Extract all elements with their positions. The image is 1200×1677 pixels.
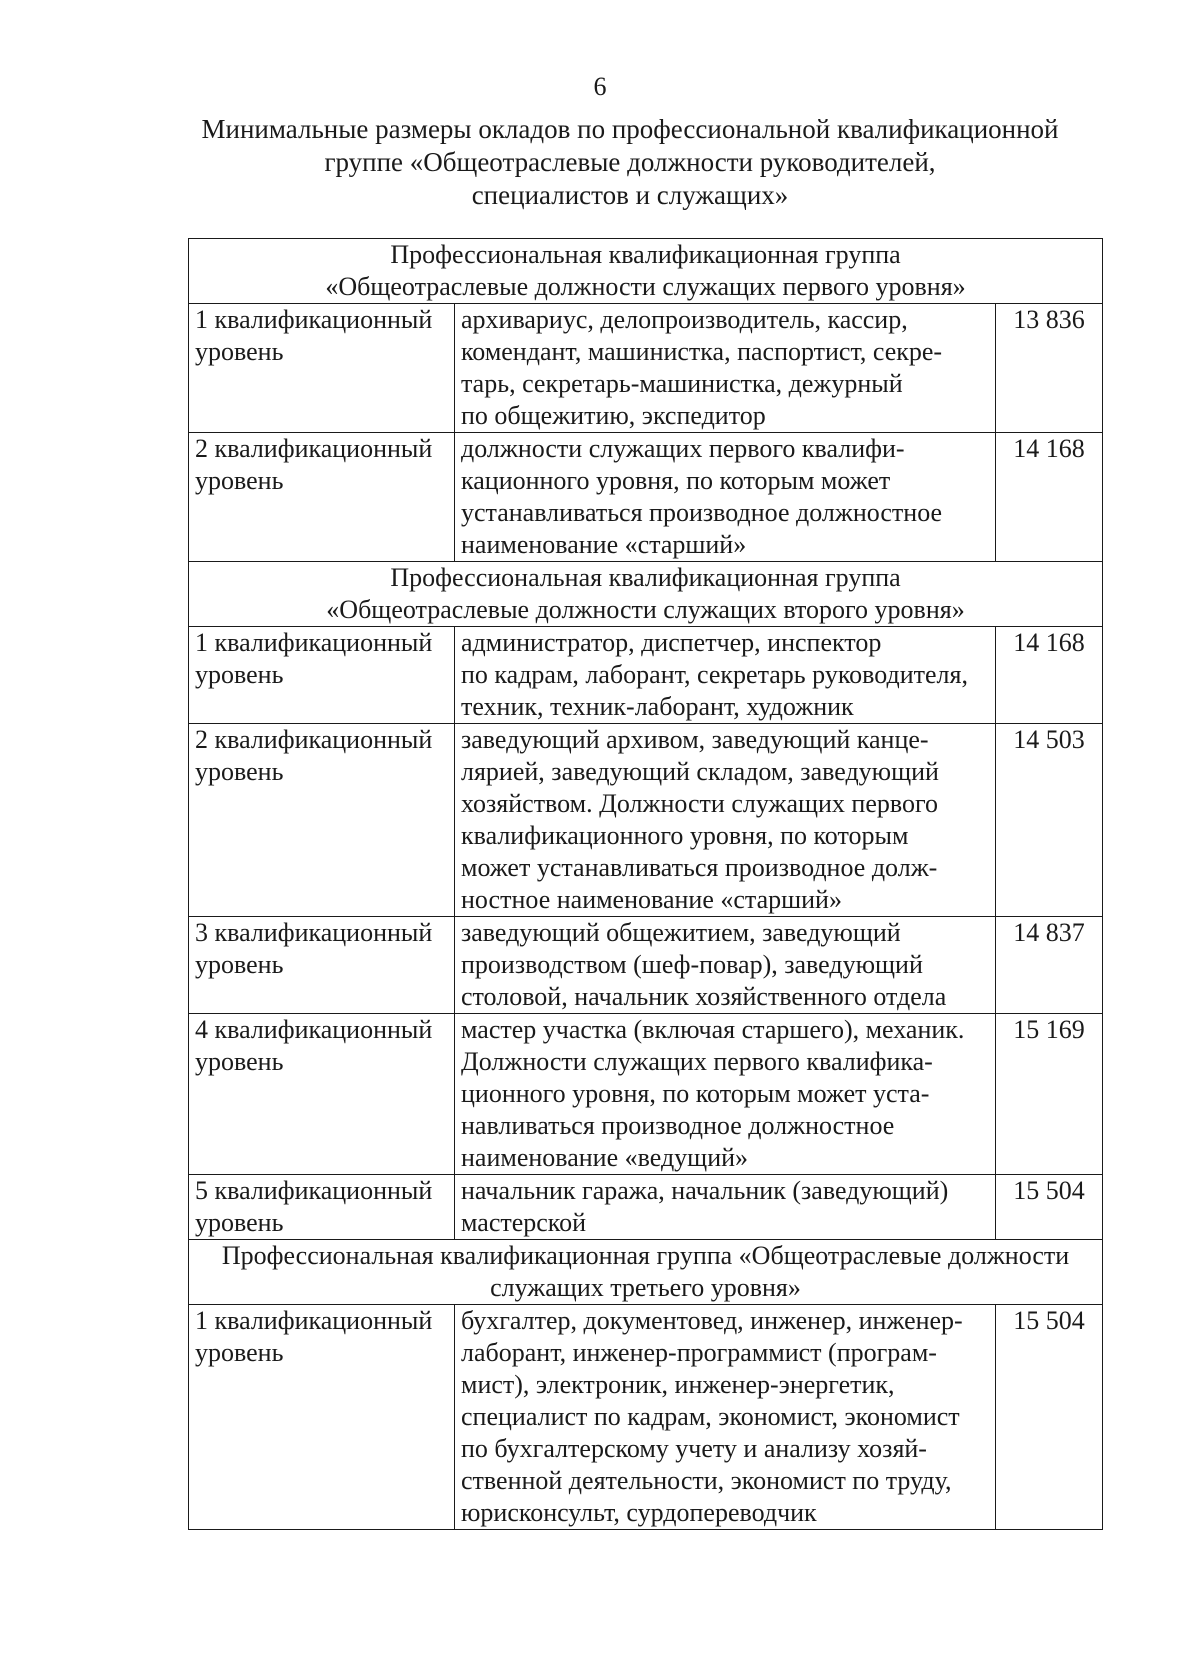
group-header bbox=[189, 1240, 1103, 1305]
positions-line: навливаться производное должностное bbox=[461, 1111, 895, 1140]
group-header-row bbox=[189, 1240, 1103, 1305]
level-line: 4 квалификационный bbox=[195, 1015, 433, 1044]
salary-table bbox=[188, 238, 1103, 1530]
title-line: специалистов и служащих» bbox=[471, 180, 789, 210]
qualification-level bbox=[189, 917, 455, 1014]
positions-list bbox=[455, 433, 996, 562]
table-row bbox=[189, 1305, 1103, 1530]
positions-line: по кадрам, лаборант, секретарь руководителя, bbox=[461, 660, 968, 689]
positions-line: заведующий общежитием, заведующий bbox=[461, 918, 901, 947]
group-header bbox=[189, 239, 1103, 304]
positions-list bbox=[455, 627, 996, 724]
positions-line: специалист по кадрам, экономист, экономист bbox=[461, 1402, 960, 1431]
positions-list bbox=[455, 304, 996, 433]
level-line: 3 квалификационный bbox=[195, 918, 433, 947]
group-header-line: Профессиональная квалификационная группа «Общеотраслевые должности bbox=[221, 1241, 1070, 1270]
qualification-level bbox=[189, 1305, 455, 1530]
positions-line: техник, техник-лаборант, художник bbox=[461, 692, 854, 721]
level-line: уровень bbox=[195, 660, 284, 689]
positions-line: мастер участка (включая старшего), механик. bbox=[461, 1015, 965, 1044]
positions-list bbox=[455, 724, 996, 917]
title-line: группе «Общеотраслевые должности руководителей, bbox=[324, 147, 936, 177]
positions-line: квалификационного уровня, по которым bbox=[461, 821, 909, 850]
positions-list bbox=[455, 1305, 996, 1530]
table-row bbox=[189, 627, 1103, 724]
positions-line: по бухгалтерскому учету и анализу хозяй- bbox=[461, 1434, 927, 1463]
page-number: 6 bbox=[593, 72, 607, 101]
positions-line: ционного уровня, по которым может уста- bbox=[461, 1079, 930, 1108]
positions-list bbox=[455, 1175, 996, 1240]
level-line: уровень bbox=[195, 1208, 284, 1237]
positions-line: наименование «старший» bbox=[461, 530, 747, 559]
positions-line: столовой, начальник хозяйственного отдела bbox=[461, 982, 947, 1011]
level-line: 1 квалификационный bbox=[195, 1306, 433, 1335]
positions-line: ностное наименование «старший» bbox=[461, 885, 842, 914]
level-line: 1 квалификационный bbox=[195, 628, 433, 657]
salary-amount: 15 169 bbox=[996, 1014, 1103, 1175]
positions-line: должности служащих первого квалифи- bbox=[461, 434, 905, 463]
qualification-level bbox=[189, 1014, 455, 1175]
group-header-row bbox=[189, 562, 1103, 627]
positions-line: мист), электроник, инженер-энергетик, bbox=[461, 1370, 895, 1399]
document-title bbox=[180, 113, 1080, 212]
qualification-level bbox=[189, 627, 455, 724]
positions-line: архивариус, делопроизводитель, кассир, bbox=[461, 305, 908, 334]
positions-list bbox=[455, 1014, 996, 1175]
positions-line: комендант, машинистка, паспортист, секре- bbox=[461, 337, 943, 366]
positions-line: производством (шеф-повар), заведующий bbox=[461, 950, 923, 979]
positions-line: по общежитию, экспедитор bbox=[461, 401, 766, 430]
level-line: уровень bbox=[195, 1338, 284, 1367]
positions-line: администратор, диспетчер, инспектор bbox=[461, 628, 882, 657]
table-row bbox=[189, 304, 1103, 433]
salary-amount: 14 837 bbox=[996, 917, 1103, 1014]
positions-line: бухгалтер, документовед, инженер, инженер- bbox=[461, 1306, 963, 1335]
group-header-line: Профессиональная квалификационная группа bbox=[390, 240, 901, 269]
positions-line: мастерской bbox=[461, 1208, 587, 1237]
positions-list bbox=[455, 917, 996, 1014]
qualification-level bbox=[189, 724, 455, 917]
level-line: уровень bbox=[195, 337, 284, 366]
positions-line: хозяйством. Должности служащих первого bbox=[461, 789, 939, 818]
level-line: 5 квалификационный bbox=[195, 1176, 433, 1205]
positions-line: может устанавливаться производное долж- bbox=[461, 853, 938, 882]
table-row bbox=[189, 433, 1103, 562]
positions-line: лаборант, инженер-программист (програм- bbox=[461, 1338, 937, 1367]
salary-amount: 14 168 bbox=[996, 627, 1103, 724]
group-header-line: Профессиональная квалификационная группа bbox=[390, 563, 901, 592]
positions-line: заведующий архивом, заведующий канце- bbox=[461, 725, 929, 754]
salary-amount: 15 504 bbox=[996, 1305, 1103, 1530]
table-row bbox=[189, 724, 1103, 917]
level-line: уровень bbox=[195, 466, 284, 495]
positions-line: начальник гаража, начальник (заведующий) bbox=[461, 1176, 949, 1205]
level-line: уровень bbox=[195, 1047, 284, 1076]
table-row bbox=[189, 1175, 1103, 1240]
title-line: Минимальные размеры окладов по профессиональной квалификационной bbox=[201, 114, 1059, 144]
group-header bbox=[189, 562, 1103, 627]
group-header-line: служащих третьего уровня» bbox=[490, 1273, 801, 1302]
positions-line: устанавливаться производное должностное bbox=[461, 498, 943, 527]
level-line: 2 квалификационный bbox=[195, 725, 433, 754]
level-line: 1 квалификационный bbox=[195, 305, 433, 334]
salary-amount: 15 504 bbox=[996, 1175, 1103, 1240]
qualification-level bbox=[189, 304, 455, 433]
group-header-line: «Общеотраслевые должности служащих первого уровня» bbox=[325, 272, 966, 301]
positions-line: кационного уровня, по которым может bbox=[461, 466, 891, 495]
positions-line: ственной деятельности, экономист по труду, bbox=[461, 1466, 952, 1495]
group-header-line: «Общеотраслевые должности служащих второго уровня» bbox=[326, 595, 965, 624]
group-header-row bbox=[189, 239, 1103, 304]
table-row bbox=[189, 1014, 1103, 1175]
positions-line: наименование «ведущий» bbox=[461, 1143, 749, 1172]
qualification-level bbox=[189, 433, 455, 562]
table-row bbox=[189, 917, 1103, 1014]
salary-amount: 13 836 bbox=[996, 304, 1103, 433]
level-line: уровень bbox=[195, 950, 284, 979]
positions-line: юрисконсульт, сурдопереводчик bbox=[461, 1498, 817, 1527]
salary-amount: 14 503 bbox=[996, 724, 1103, 917]
qualification-level bbox=[189, 1175, 455, 1240]
positions-line: Должности служащих первого квалифика- bbox=[461, 1047, 933, 1076]
positions-line: лярией, заведующий складом, заведующий bbox=[461, 757, 939, 786]
level-line: 2 квалификационный bbox=[195, 434, 433, 463]
level-line: уровень bbox=[195, 757, 284, 786]
salary-amount: 14 168 bbox=[996, 433, 1103, 562]
positions-line: тарь, секретарь-машинистка, дежурный bbox=[461, 369, 903, 398]
